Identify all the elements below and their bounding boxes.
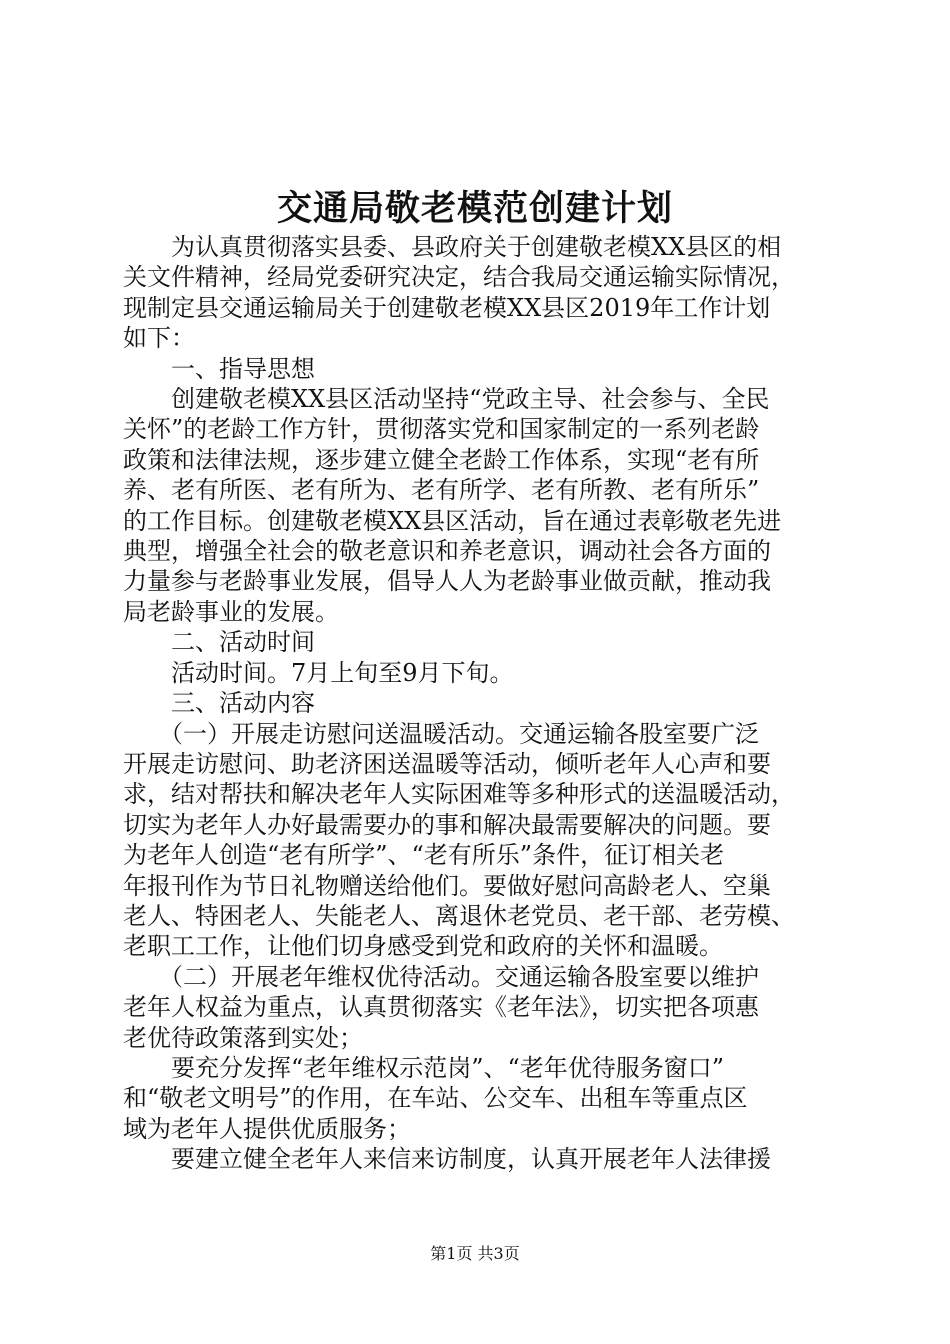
text-line: 要建立健全老年人来信来访制度，认真开展老年人法律援 (123, 1145, 771, 1174)
text-line: 局老龄事业的发展。 (123, 597, 339, 626)
text-line: （一）开展走访慰问送温暖活动。交通运输各股室要广泛 (123, 719, 759, 748)
document-body (123, 232, 835, 1175)
text-line: 年报刊作为节日礼物赠送给他们。要做好慰问高龄老人、空巢 (123, 871, 771, 900)
text-line: 三、活动内容 (123, 689, 315, 718)
text-line: 要充分发挥“老年维权示范岗”、“老年优待服务窗口” (123, 1053, 725, 1082)
text-line: 关怀”的老龄工作方针，贯彻落实党和国家制定的一系列老龄 (123, 415, 760, 444)
text-line: （二）开展老年维权优待活动。交通运输各股室要以维护 (123, 962, 759, 991)
page-footer: 第1页 共3页 (430, 1244, 520, 1263)
text-line: 养、老有所医、老有所为、老有所学、老有所教、老有所乐” (123, 476, 760, 505)
text-line: 老职工工作，让他们切身感受到党和政府的关怀和温暖。 (123, 932, 723, 961)
text-line: 切实为老年人办好最需要办的事和解决最需要解决的问题。要 (123, 810, 771, 839)
text-line: 如下： (123, 324, 195, 353)
text-line: 关文件精神，经局党委研究决定，结合我局交通运输实际情况， (123, 263, 795, 292)
text-line: 开展走访慰问、助老济困送温暖等活动，倾听老年人心声和要 (123, 749, 771, 778)
text-line: 为老年人创造“老有所学”、“老有所乐”条件，征订相关老 (123, 841, 725, 870)
text-line: 老优待政策落到实处； (123, 1023, 363, 1052)
text-line: 政策和法律法规，逐步建立健全老龄工作体系，实现“老有所 (123, 445, 760, 474)
text-line: 活动时间。7月上旬至9月下旬。 (123, 658, 514, 687)
document-title: 交通局敬老模范创建计划 (276, 188, 673, 229)
text-line: 创建敬老模XX县区活动坚持“党政主导、社会参与、全民 (123, 385, 770, 414)
text-line: 为认真贯彻落实县委、县政府关于创建敬老模XX县区的相 (123, 233, 782, 261)
text-line: 二、活动时间 (123, 628, 315, 657)
text-line: 力量参与老龄事业发展，倡导人人为老龄事业做贡献，推动我 (123, 567, 771, 596)
text-line: 和“敬老文明号”的作用，在车站、公交车、出租车等重点区 (123, 1084, 748, 1113)
text-line: 的工作目标。创建敬老模XX县区活动，旨在通过表彰敬老先进 (123, 506, 782, 535)
text-line: 一、指导思想 (123, 354, 315, 383)
text-line: 域为老年人提供优质服务； (123, 1114, 411, 1143)
text-line: 现制定县交通运输局关于创建敬老模XX县区2019年工作计划 (123, 293, 771, 322)
text-line: 老人、特困老人、失能老人、离退休老党员、老干部、老劳模、 (123, 901, 795, 930)
text-line: 典型，增强全社会的敬老意识和养老意识，调动社会各方面的 (123, 537, 771, 566)
text-line: 求，结对帮扶和解决老年人实际困难等多种形式的送温暖活动， (123, 780, 795, 809)
text-line: 老年人权益为重点，认真贯彻落实《老年法》，切实把各项惠 (123, 993, 759, 1022)
